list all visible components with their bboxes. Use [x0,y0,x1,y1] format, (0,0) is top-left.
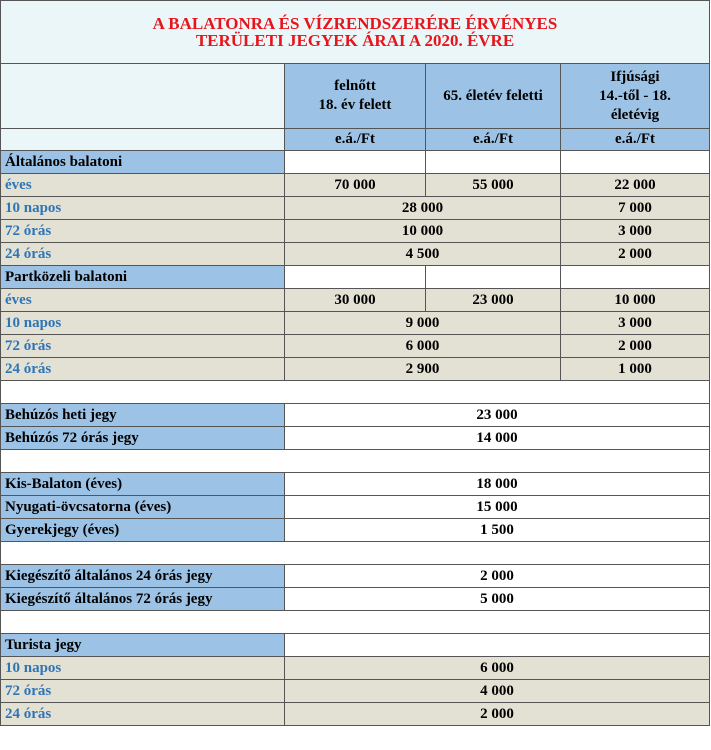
row-label: 72 órás [1,680,285,703]
price-all: 23 000 [285,404,710,427]
price-youth: 2 000 [561,243,710,266]
row-label: Kis-Balaton (éves) [1,473,285,496]
section-row-altalanos [1,151,710,174]
price-adult-senior: 4 500 [285,243,561,266]
empty-cell [285,634,710,657]
col-header-adult [285,64,426,129]
section-label: Partközeli balatoni [1,266,285,289]
row-label: Kiegészítő általános 24 órás jegy [1,565,285,588]
spacer-row [1,542,710,565]
price-all: 5 000 [285,588,710,611]
title-row [1,1,710,64]
table-row [1,220,710,243]
row-label: Gyerekjegy (éves) [1,519,285,542]
empty-cell [426,151,561,174]
row-label: éves [1,289,285,312]
section-label: Általános balatoni [1,151,285,174]
table-row [1,174,710,197]
price-all: 4 000 [285,680,710,703]
empty-cell [561,266,710,289]
price-all: 14 000 [285,427,710,450]
price-youth: 1 000 [561,358,710,381]
table-row [1,427,710,450]
table-row [1,312,710,335]
row-label: 24 órás [1,243,285,266]
price-all: 18 000 [285,473,710,496]
empty-cell [285,266,426,289]
col-header-youth [561,64,710,129]
row-label: éves [1,174,285,197]
table-row [1,588,710,611]
unit-senior: e.á./Ft [426,129,561,151]
row-label: 10 napos [1,657,285,680]
table-row [1,404,710,427]
row-label: Behúzós heti jegy [1,404,285,427]
section-row-turista [1,634,710,657]
spacer-row [1,611,710,634]
spacer-cell [1,450,710,473]
price-all: 15 000 [285,496,710,519]
unit-youth: e.á./Ft [561,129,710,151]
spacer-cell [1,381,710,404]
empty-cell [426,266,561,289]
price-senior: 23 000 [426,289,561,312]
title-line-1: A BALATONRA ÉS VÍZRENDSZERÉRE ÉRVÉNYES [152,14,558,33]
row-label: 10 napos [1,312,285,335]
row-label: 10 napos [1,197,285,220]
col-header-youth-line2: 14.-től - 18. [599,87,671,104]
row-label: 24 órás [1,358,285,381]
section-row-partkozeli [1,266,710,289]
price-all: 1 500 [285,519,710,542]
price-adult-senior: 10 000 [285,220,561,243]
page-title [1,1,710,64]
price-youth: 3 000 [561,220,710,243]
table-row [1,358,710,381]
price-adult-senior: 28 000 [285,197,561,220]
row-label: 24 órás [1,703,285,726]
table-row [1,496,710,519]
price-youth: 22 000 [561,174,710,197]
row-label: Behúzós 72 órás jegy [1,427,285,450]
col-header-senior [426,64,561,129]
spacer-cell [1,542,710,565]
table-row [1,657,710,680]
price-all: 6 000 [285,657,710,680]
table-row [1,703,710,726]
empty-cell [285,151,426,174]
table-row [1,473,710,496]
empty-cell [561,151,710,174]
unit-row [1,129,710,151]
section-label: Turista jegy [1,634,285,657]
price-youth: 7 000 [561,197,710,220]
spacer-row [1,450,710,473]
title-line-2: TERÜLETI JEGYEK ÁRAI A 2020. ÉVRE [195,31,515,50]
col-header-adult-line2: 18. év felett [318,97,392,113]
col-header-youth-line3: életévig [610,106,660,123]
row-label: 72 órás [1,220,285,243]
price-youth: 3 000 [561,312,710,335]
price-youth: 10 000 [561,289,710,312]
row-label: Nyugati-övcsatorna (éves) [1,496,285,519]
price-adult: 30 000 [285,289,426,312]
table-row [1,565,710,588]
spacer-row [1,381,710,404]
price-youth: 2 000 [561,335,710,358]
table-row [1,243,710,266]
price-all: 2 000 [285,565,710,588]
table-row [1,680,710,703]
col-header-senior-line1: 65. életév feletti [443,87,543,104]
unit-adult: e.á./Ft [285,129,426,151]
price-adult-senior: 9 000 [285,312,561,335]
col-header-adult-line1: felnőtt [334,78,376,94]
column-header-row [1,64,710,129]
table-row [1,335,710,358]
spacer-cell [1,611,710,634]
price-adult-senior: 2 900 [285,358,561,381]
price-senior: 55 000 [426,174,561,197]
table-row [1,519,710,542]
price-adult: 70 000 [285,174,426,197]
row-label: 72 órás [1,335,285,358]
header-blank-cell [1,64,285,129]
unit-blank-cell [1,129,285,151]
row-label: Kiegészítő általános 72 órás jegy [1,588,285,611]
col-header-youth-line1: Ifjúsági [610,68,660,85]
table-row [1,197,710,220]
table-row [1,289,710,312]
price-all: 2 000 [285,703,710,726]
price-adult-senior: 6 000 [285,335,561,358]
